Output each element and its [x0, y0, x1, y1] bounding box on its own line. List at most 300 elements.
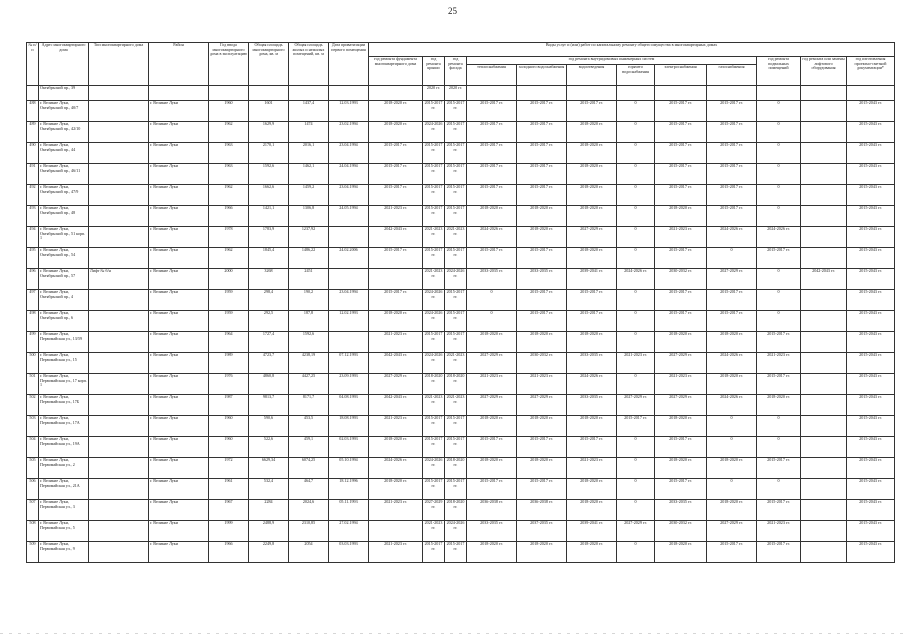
cell-cold-water: 2018-2020 гг. [517, 542, 567, 563]
cell-facade: 2015-2017 гг. [445, 416, 467, 437]
cell-facade: 2015-2017 гг. [445, 332, 467, 353]
cell-roof: 2021-2023 гг. [423, 227, 445, 248]
cell-basement: 0 [757, 290, 801, 311]
cell-cold-water: 2037-2035 гг. [517, 521, 567, 542]
cell-heating: 2018-2020 гг. [467, 206, 517, 227]
cell-district: г. Великие Луки [149, 395, 209, 416]
cell-foundation: 2018-2020 гг. [369, 122, 423, 143]
cell-elevator [801, 248, 847, 269]
cell-roof: 2015-2017 гг. [423, 164, 445, 185]
cell-foundation: 2042-2043 гг. [369, 227, 423, 248]
cell-total-area: 3268 [249, 269, 289, 290]
cell-documentation: 2015-2043 гг. [847, 206, 895, 227]
cell-elevator [801, 206, 847, 227]
cell-type [89, 374, 149, 395]
cell-basement: 2015-2017 гг. [757, 248, 801, 269]
cell-cold-water: 2015-2017 гг. [517, 185, 567, 206]
header-sewerage: водоотведения [567, 65, 617, 86]
cell-heating: 2021-2023 гг. [467, 374, 517, 395]
cell-elevator [801, 395, 847, 416]
cell-elevator [801, 479, 847, 500]
header-total-area: Общая площадь многоквартирного дома, кв. м [249, 43, 289, 86]
cell-num [27, 86, 39, 101]
cell-hot-water: 0 [617, 248, 655, 269]
cell-documentation: 2015-2043 гг. [847, 164, 895, 185]
cell-hot-water: 2021-2023 гг. [617, 353, 655, 374]
cell-electricity: 2015-2017 гг. [655, 164, 707, 185]
header-elevator: год ремонта или замены лифтового оборудования [801, 57, 847, 86]
cell-gas: 2015-2017 гг. [707, 185, 757, 206]
cell-gas: 2015-2017 гг. [707, 206, 757, 227]
cell-elevator [801, 332, 847, 353]
header-hot-water: горячего водоснабжения [617, 65, 655, 86]
cell-electricity: 2015-2017 гг. [655, 122, 707, 143]
cell-cold-water: 2015-2017 гг. [517, 122, 567, 143]
cell-heating [467, 86, 517, 101]
cell-living-area: 187,8 [289, 311, 329, 332]
cell-num: 488 [27, 101, 39, 122]
cell-basement: 0 [757, 311, 801, 332]
cell-type [89, 479, 149, 500]
cell-privatization: 07.12.1993 [329, 353, 369, 374]
cell-basement: 0 [757, 164, 801, 185]
cell-living-area: 1474 [289, 122, 329, 143]
cell-basement: 0 [757, 206, 801, 227]
cell-facade: 2018-2020 гг. [445, 458, 467, 479]
cell-foundation: 2015-2017 гг. [369, 185, 423, 206]
cell-heating: 2015-2017 гг. [467, 479, 517, 500]
cell-address: г. Великие Луки, Октябрьский пр., 40/7 [39, 101, 89, 122]
cell-living-area: 2451 [289, 269, 329, 290]
cell-total-area: 1592,6 [249, 164, 289, 185]
cell-cold-water [517, 86, 567, 101]
cell-electricity: 2030-2032 гг. [655, 269, 707, 290]
cell-address: г. Великие Луки, Октябрьский пр., 51 корп. 1 [39, 227, 89, 248]
table-row [27, 416, 895, 437]
table-row [27, 521, 895, 542]
cell-privatization: 12.03.1993 [329, 101, 369, 122]
header-living-area: Общая площадь жилых и нежилых помещений, кв. м [289, 43, 329, 86]
table-row [27, 290, 895, 311]
cell-district: г. Великие Луки [149, 479, 209, 500]
cell-documentation: 2015-2043 гг. [847, 143, 895, 164]
cell-electricity: 2018-2020 гг. [655, 458, 707, 479]
cell-total-area: 4723,7 [249, 353, 289, 374]
cell-gas: 2015-2017 гг. [707, 311, 757, 332]
cell-sewerage: 2018-2020 гг. [567, 479, 617, 500]
cell-gas: 2015-2017 гг. [707, 542, 757, 563]
cell-year: 1966 [209, 542, 249, 563]
cell-year: 1962 [209, 248, 249, 269]
cell-num: 504 [27, 437, 39, 458]
cell-heating: 2033-2035 гг. [467, 521, 517, 542]
cell-facade: 2015-2017 гг. [445, 206, 467, 227]
cell-privatization: 23.04.1994 [329, 185, 369, 206]
cell-heating: 2015-2017 гг. [467, 143, 517, 164]
cell-hot-water: 0 [617, 311, 655, 332]
cell-type: Лифт № б/н [89, 269, 149, 290]
cell-hot-water: 2024-2026 гг. [617, 269, 655, 290]
cell-num: 493 [27, 206, 39, 227]
cell-total-area: 1727,4 [249, 332, 289, 353]
cell-documentation: 2015-2043 гг. [847, 437, 895, 458]
cell-foundation: 2021-2023 гг. [369, 206, 423, 227]
cell-facade: 2024-2026 гг. [445, 269, 467, 290]
cell-sewerage: 2018-2020 гг. [567, 164, 617, 185]
cell-living-area: 4427,25 [289, 374, 329, 395]
cell-elevator [801, 542, 847, 563]
header-works-group: Виды услуг и (или) работ по капитальному ремонту общего имущества в многоквартирных домах [369, 43, 895, 57]
cell-sewerage: 2015-2017 гг. [567, 311, 617, 332]
header-electricity: электроснабжения [655, 65, 707, 86]
cell-documentation: 2015-2043 гг. [847, 353, 895, 374]
cell-district: г. Великие Луки [149, 185, 209, 206]
table-row [27, 374, 895, 395]
cell-total-area [249, 86, 289, 101]
cell-facade: 2015-2017 гг. [445, 290, 467, 311]
cell-living-area: 1437,4 [289, 101, 329, 122]
cell-documentation [847, 86, 895, 101]
cell-facade: 2021-2023 гг. [445, 353, 467, 374]
cell-basement: 2024-2026 гг. [757, 227, 801, 248]
cell-gas: 2018-2020 гг. [707, 374, 757, 395]
cell-address: г. Великие Луки, Октябрьский пр., 46/11 [39, 164, 89, 185]
cell-type [89, 500, 149, 521]
cell-address: г. Великие Луки, Октябрьский пр., 48 [39, 206, 89, 227]
cell-basement: 2015-2017 гг. [757, 500, 801, 521]
header-district: Район [149, 43, 209, 86]
cell-gas: 2024-2026 гг. [707, 353, 757, 374]
cell-privatization: 03.03.1993 [329, 542, 369, 563]
cell-living-area: 1486,22 [289, 248, 329, 269]
cell-living-area: 190,2 [289, 290, 329, 311]
cell-num: 498 [27, 311, 39, 332]
cell-num: 503 [27, 416, 39, 437]
cell-privatization [329, 332, 369, 353]
cell-roof: 2015-2017 гг. [423, 206, 445, 227]
cell-documentation: 2015-2043 гг. [847, 416, 895, 437]
cell-num: 502 [27, 395, 39, 416]
cell-hot-water: 2015-2017 гг. [617, 416, 655, 437]
header-type: Тип многоквартирного дома [89, 43, 149, 86]
cell-roof: 2024-2026 гг. [423, 122, 445, 143]
cell-electricity: 2015-2017 гг. [655, 185, 707, 206]
cell-documentation: 2015-2043 гг. [847, 185, 895, 206]
cell-cold-water: 2015-2017 гг. [517, 437, 567, 458]
cell-type [89, 290, 149, 311]
cell-foundation: 2021-2023 гг. [369, 500, 423, 521]
cell-cold-water: 2018-2020 гг. [517, 416, 567, 437]
cell-foundation: 2024-2026 гг. [369, 458, 423, 479]
cell-district: г. Великие Луки [149, 311, 209, 332]
cell-gas: 2024-2026 гг. [707, 395, 757, 416]
cell-hot-water: 0 [617, 542, 655, 563]
page-number: 25 [448, 6, 457, 16]
cell-gas: 2018-2020 гг. [707, 332, 757, 353]
cell-gas: 0 [707, 416, 757, 437]
cell-living-area: 464,7 [289, 479, 329, 500]
cell-foundation [369, 521, 423, 542]
cell-living-area: 8171,7 [289, 395, 329, 416]
cell-hot-water: 0 [617, 500, 655, 521]
cell-facade: 2015-2017 гг. [445, 143, 467, 164]
cell-num: 508 [27, 521, 39, 542]
cell-hot-water: 0 [617, 122, 655, 143]
cell-electricity: 2018-2020 гг. [655, 332, 707, 353]
cell-year: 1962 [209, 122, 249, 143]
cell-basement: 0 [757, 101, 801, 122]
cell-basement: 0 [757, 479, 801, 500]
cell-privatization: 05.10.1994 [329, 458, 369, 479]
cell-total-area: 9813,7 [249, 395, 289, 416]
cell-district: г. Великие Луки [149, 353, 209, 374]
cell-year: 1964 [209, 332, 249, 353]
cell-district: г. Великие Луки [149, 248, 209, 269]
cell-year: 1963 [209, 164, 249, 185]
cell-elevator: 2042-2043 гг. [801, 269, 847, 290]
cell-privatization: 24.04.1994 [329, 164, 369, 185]
cell-privatization: 23.04.1994 [329, 290, 369, 311]
cell-cold-water: 2033-2035 гг. [517, 269, 567, 290]
cell-year: 1987 [209, 395, 249, 416]
cell-heating: 2015-2017 гг. [467, 248, 517, 269]
cell-foundation: 2042-2043 гг. [369, 395, 423, 416]
cell-roof: 2020 гг. [423, 86, 445, 101]
cell-facade: 2015-2017 гг. [445, 479, 467, 500]
cell-type [89, 353, 149, 374]
cell-elevator [801, 521, 847, 542]
cell-type [89, 416, 149, 437]
cell-sewerage: 2018-2020 гг. [567, 248, 617, 269]
cell-year [209, 86, 249, 101]
cell-elevator [801, 416, 847, 437]
cell-electricity: 2015-2017 гг. [655, 311, 707, 332]
scan-edge-noise [0, 633, 905, 634]
cell-num: 489 [27, 122, 39, 143]
cell-documentation: 2015-2043 гг. [847, 227, 895, 248]
header-facade: год ремонта фасада [445, 57, 467, 86]
cell-heating: 2018-2020 гг. [467, 416, 517, 437]
cell-cold-water: 2018-2020 гг. [517, 458, 567, 479]
cell-electricity: 2030-2032 гг. [655, 521, 707, 542]
cell-district: г. Великие Луки [149, 374, 209, 395]
cell-num: 499 [27, 332, 39, 353]
cell-gas [707, 86, 757, 101]
cell-district: г. Великие Луки [149, 437, 209, 458]
cell-address: г. Великие Луки, Октябрьский пр., 57 [39, 269, 89, 290]
cell-basement: 2018-2020 гг. [757, 395, 801, 416]
cell-num: 492 [27, 185, 39, 206]
cell-heating: 2027-2029 гг. [467, 353, 517, 374]
cell-basement: 0 [757, 416, 801, 437]
cell-address: г. Великие Луки, Первомайская ул., 17А [39, 416, 89, 437]
cell-year: 1960 [209, 416, 249, 437]
cell-documentation: 2015-2043 гг. [847, 332, 895, 353]
table-row [27, 101, 895, 122]
cell-facade: 2015-2017 гг. [445, 101, 467, 122]
cell-living-area: 1306,8 [289, 206, 329, 227]
cell-address: Октябрьский пр., 39 [39, 86, 89, 101]
cell-year: 1960 [209, 101, 249, 122]
cell-living-area: 1592,6 [289, 332, 329, 353]
cell-type [89, 101, 149, 122]
cell-total-area: 6629,34 [249, 458, 289, 479]
cell-address: г. Великие Луки, Октябрьский пр., 44 [39, 143, 89, 164]
cell-basement: 2015-2017 гг. [757, 332, 801, 353]
cell-living-area: 459,1 [289, 437, 329, 458]
cell-sewerage: 2033-2035 гг. [567, 395, 617, 416]
cell-year: 1959 [209, 311, 249, 332]
cell-elevator [801, 500, 847, 521]
cell-address: г. Великие Луки, Первомайская ул., 2 [39, 458, 89, 479]
cell-total-area: 2488,9 [249, 521, 289, 542]
cell-basement: 2021-2023 гг. [757, 521, 801, 542]
cell-year: 1999 [209, 521, 249, 542]
cell-address: г. Великие Луки, Октябрьский пр., 54 [39, 248, 89, 269]
cell-cold-water: 2036-2038 гг. [517, 500, 567, 521]
cell-hot-water: 0 [617, 206, 655, 227]
cell-roof: 2024-2026 гг. [423, 458, 445, 479]
cell-documentation: 2015-2043 гг. [847, 248, 895, 269]
cell-documentation: 2015-2043 гг. [847, 101, 895, 122]
cell-elevator [801, 164, 847, 185]
cell-district: г. Великие Луки [149, 521, 209, 542]
cell-facade: 2024-2026 гг. [445, 521, 467, 542]
cell-type [89, 311, 149, 332]
cell-privatization: 23.02.1994 [329, 122, 369, 143]
header-engineering-group: год ремонта внутридомовых инженерных систем [467, 57, 757, 65]
cell-year: 1962 [209, 185, 249, 206]
cell-total-area: 1662,6 [249, 185, 289, 206]
cell-district: г. Великие Луки [149, 542, 209, 563]
cell-sewerage: 2018-2020 гг. [567, 416, 617, 437]
header-heating: теплоснабжения [467, 65, 517, 86]
cell-electricity [655, 86, 707, 101]
header-basement: год ремонта подвальных помещений [757, 57, 801, 86]
cell-heating: 0 [467, 311, 517, 332]
cell-num: 506 [27, 479, 39, 500]
cell-total-area: 2284 [249, 500, 289, 521]
cell-type [89, 542, 149, 563]
cell-documentation: 2015-2043 гг. [847, 374, 895, 395]
cell-year: 2000 [209, 269, 249, 290]
cell-year: 1976 [209, 374, 249, 395]
cell-district: г. Великие Луки [149, 290, 209, 311]
cell-basement: 0 [757, 269, 801, 290]
cell-roof: 2024-2026 гг. [423, 290, 445, 311]
cell-gas: 2015-2017 гг. [707, 101, 757, 122]
table-row [27, 86, 895, 101]
cell-elevator [801, 101, 847, 122]
cell-num: 495 [27, 248, 39, 269]
cell-district: г. Великие Луки [149, 122, 209, 143]
cell-elevator [801, 437, 847, 458]
table-row [27, 395, 895, 416]
cell-privatization [329, 86, 369, 101]
cell-elevator [801, 143, 847, 164]
cell-sewerage: 2015-2017 гг. [567, 101, 617, 122]
table-header [27, 43, 895, 86]
cell-elevator [801, 86, 847, 101]
cell-num: 497 [27, 290, 39, 311]
cell-hot-water: 2027-2029 гг. [617, 521, 655, 542]
cell-sewerage [567, 86, 617, 101]
cell-hot-water: 0 [617, 185, 655, 206]
cell-address: г. Великие Луки, Первомайская ул., 21А [39, 479, 89, 500]
cell-elevator [801, 290, 847, 311]
cell-foundation: 2018-2020 гг. [369, 101, 423, 122]
cell-basement: 0 [757, 122, 801, 143]
cell-electricity: 2021-2023 гг. [655, 374, 707, 395]
cell-documentation: 2015-2043 гг. [847, 500, 895, 521]
cell-sewerage: 2018-2020 гг. [567, 332, 617, 353]
cell-type [89, 164, 149, 185]
cell-type [89, 185, 149, 206]
cell-num: 500 [27, 353, 39, 374]
cell-elevator [801, 311, 847, 332]
cell-cold-water: 2027-2029 гг. [517, 395, 567, 416]
cell-foundation: 2015-2017 гг. [369, 248, 423, 269]
cell-electricity: 2015-2017 гг. [655, 290, 707, 311]
cell-hot-water: 0 [617, 290, 655, 311]
cell-basement: 2015-2017 гг. [757, 374, 801, 395]
cell-district: г. Великие Луки [149, 458, 209, 479]
cell-heating: 2018-2020 гг. [467, 458, 517, 479]
table-row [27, 500, 895, 521]
cell-num: 507 [27, 500, 39, 521]
cell-heating: 2024-2026 гг. [467, 227, 517, 248]
cell-type [89, 248, 149, 269]
cell-privatization: 24.02.2006 [329, 248, 369, 269]
cell-elevator [801, 458, 847, 479]
cell-facade: 2015-2017 гг. [445, 542, 467, 563]
cell-address: г. Великие Луки, Первомайская ул., 5 [39, 521, 89, 542]
cell-type [89, 332, 149, 353]
cell-privatization: 24.05.1994 [329, 206, 369, 227]
cell-type [89, 395, 149, 416]
cell-sewerage: 2018-2020 гг. [567, 542, 617, 563]
cell-living-area: 2054 [289, 542, 329, 563]
cell-total-area: 590,6 [249, 416, 289, 437]
cell-heating: 2033-2035 гг. [467, 269, 517, 290]
cell-roof: 2015-2017 гг. [423, 542, 445, 563]
header-privatization: Дата приватизации первого помещения [329, 43, 369, 86]
table-row [27, 542, 895, 563]
cell-cold-water: 2018-2020 гг. [517, 206, 567, 227]
cell-hot-water [617, 86, 655, 101]
cell-electricity: 2018-2020 гг. [655, 416, 707, 437]
cell-foundation: 2042-2043 гг. [369, 353, 423, 374]
cell-sewerage: 2018-2020 гг. [567, 122, 617, 143]
cell-district: г. Великие Луки [149, 269, 209, 290]
cell-total-area: 4860,8 [249, 374, 289, 395]
cell-privatization: 04.08.1993 [329, 395, 369, 416]
cell-facade: 2018-2020 гг. [445, 500, 467, 521]
cell-district: г. Великие Луки [149, 332, 209, 353]
cell-facade: 2020 гг. [445, 86, 467, 101]
cell-cold-water: 2015-2017 гг. [517, 248, 567, 269]
cell-electricity: 2021-2023 гг. [655, 227, 707, 248]
header-foundation: год ремонта фундамента многоквартирного дома [369, 57, 423, 86]
table-row [27, 122, 895, 143]
cell-roof: 2015-2017 гг. [423, 143, 445, 164]
cell-cold-water: 2015-2017 гг. [517, 143, 567, 164]
table-row [27, 227, 895, 248]
cell-privatization: 05.11.1993 [329, 500, 369, 521]
cell-privatization: 18.08.1993 [329, 416, 369, 437]
cell-total-area: 1845,4 [249, 248, 289, 269]
cell-basement: 2015-2017 гг. [757, 458, 801, 479]
